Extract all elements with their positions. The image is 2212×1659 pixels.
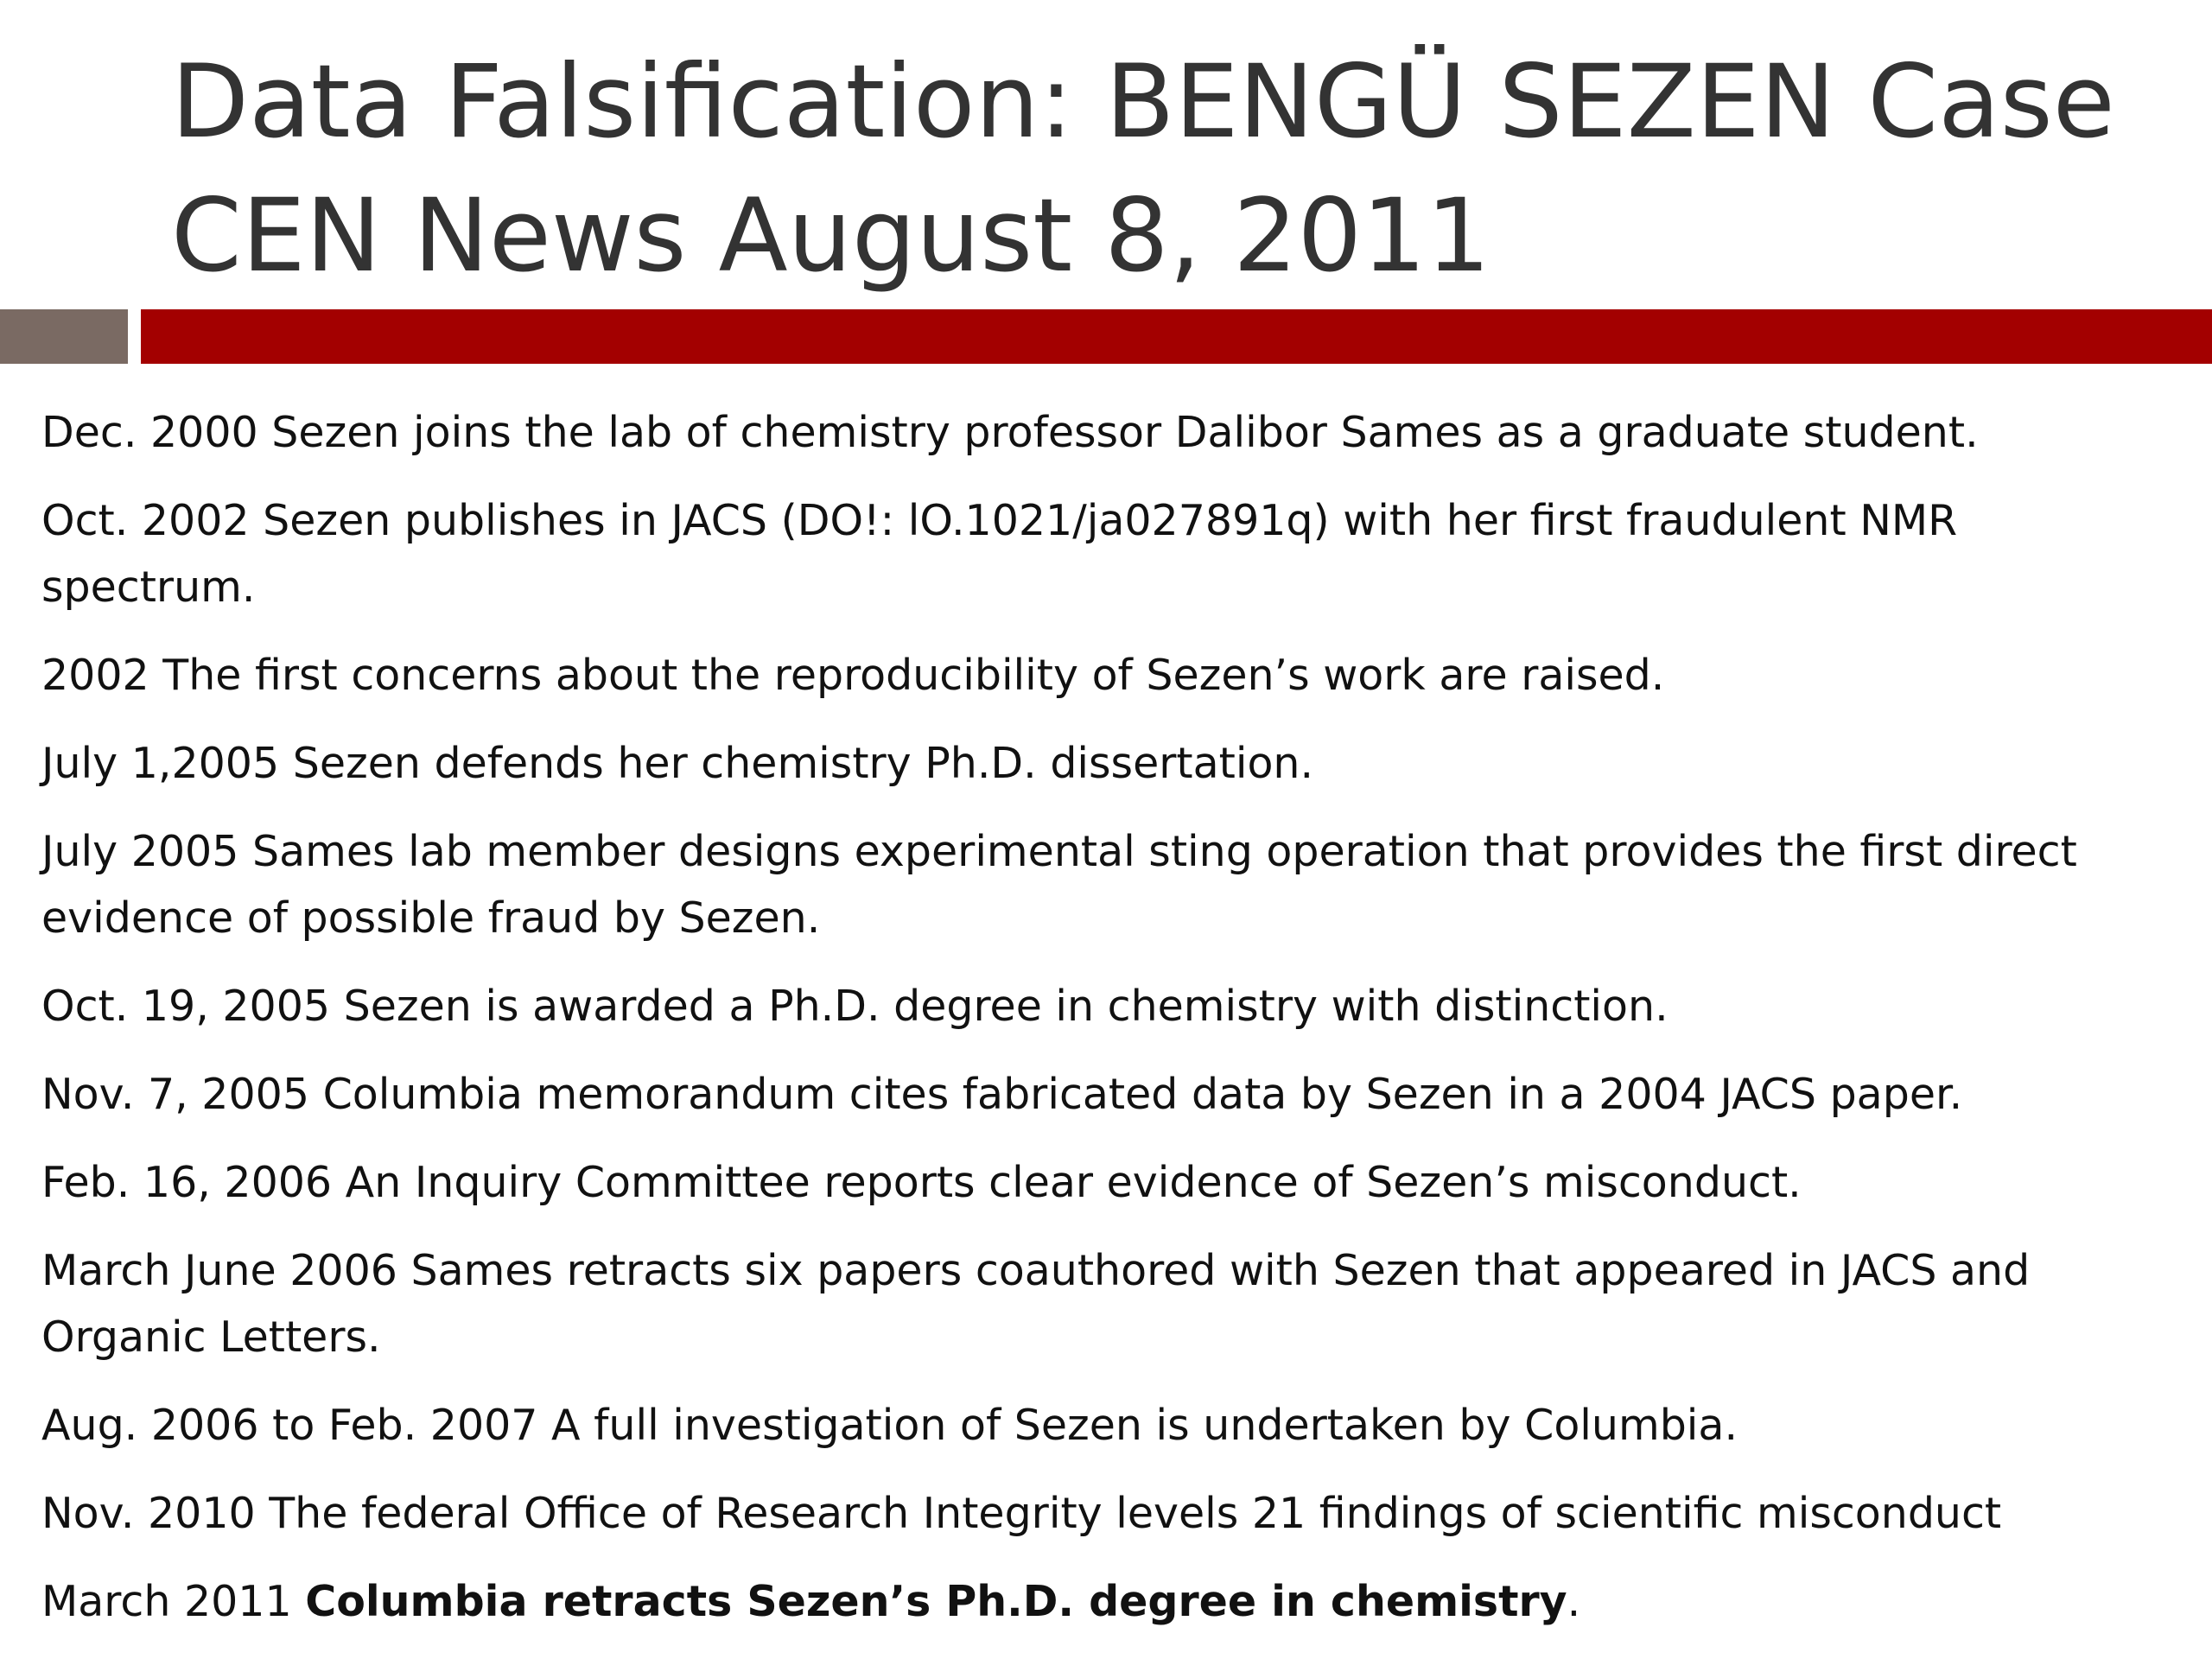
slide-title (171, 35, 2184, 302)
timeline-entry: Nov. 7, 2005 Columbia memorandum cites fabricated data by Sezen in a 2004 JACS paper. (41, 1070, 1963, 1119)
timeline-entry: March June 2006 Sames retracts six papers coauthored with Sezen that appeared in JACS and Organic Letters. (41, 1246, 2031, 1362)
timeline-entry: Dec. 2000 Sezen joins the lab of chemistry professor Dalibor Sames as a graduate student. (41, 408, 1979, 457)
title-line-1: Data Falsification: BENGÜ SEZEN Case (171, 42, 2115, 161)
timeline-entry: 2002 The first concerns about the reproducibility of Sezen’s work are raised. (41, 651, 1665, 700)
entry-suffix: . (1567, 1577, 1581, 1626)
timeline-entry-final (41, 1568, 2176, 1635)
entry-emphasis: Columbia retracts Sezen’s Ph.D. degree in chemistry (305, 1577, 1567, 1626)
timeline-entry: Oct. 2002 Sezen publishes in JACS (DO!: lO.1021/ja027891q) with her first fraudulent NMR spectrum. (41, 496, 1958, 612)
accent-bar-left (0, 309, 128, 364)
timeline-entry: Feb. 16, 2006 An Inquiry Committee reports clear evidence of Sezen’s misconduct. (41, 1158, 1802, 1207)
timeline-entry: Oct. 19, 2005 Sezen is awarded a Ph.D. degree in chemistry with distinction. (41, 982, 1669, 1031)
timeline-entry: Nov. 2010 The federal Office of Research Integrity levels 21 findings of scientific misconduct (41, 1489, 2002, 1538)
timeline-entry: July 1,2005 Sezen defends her chemistry Ph.D. dissertation. (41, 739, 1314, 788)
timeline-entry: Aug. 2006 to Feb. 2007 A full investigation of Sezen is undertaken by Columbia. (41, 1401, 1738, 1450)
timeline-list (41, 399, 2176, 1656)
entry-prefix: March 2011 (41, 1577, 306, 1626)
accent-bar-right (141, 309, 2212, 364)
timeline-entry: July 2005 Sames lab member designs experimental sting operation that provides the first direct evidence of possible fraud by Sezen. (41, 827, 2077, 943)
title-line-2: CEN News August 8, 2011 (171, 176, 1491, 295)
